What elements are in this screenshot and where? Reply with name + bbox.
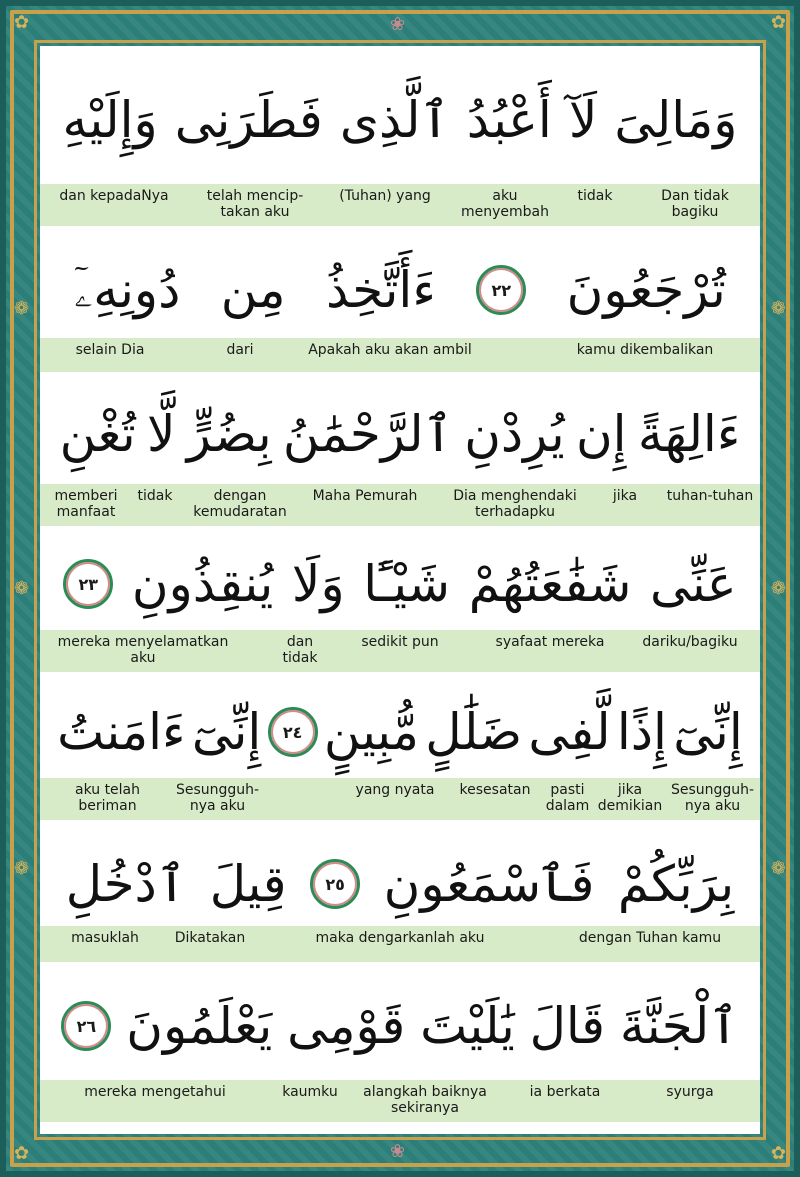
arabic-word: عَنِّى [650,554,737,613]
translation-word: masuklah [71,930,139,946]
translation-word: kesesatan [459,782,531,798]
translation-word: Dan tidak bagiku [661,188,729,220]
arabic-word: أَعْبُدُ [466,90,552,149]
arabic-word: شَفَٰعَتُهُمْ [468,554,632,613]
arabic-word: ٱلرَّحْمَٰنُ [282,404,453,463]
ayah-number-marker: ٢٣ [63,559,113,609]
translation-word: syafaat mereka [495,634,605,650]
translation-word: (Tuhan) yang [339,188,431,204]
translation-word: aku menyembah [461,188,549,220]
arabic-word: إِنِّىٓ [673,702,743,761]
arabic-word: دُونِهِۦٓ [74,260,181,319]
arabic-word: مُّبِينٍ [323,702,419,761]
arabic-word: ءَامَنتُ [57,702,186,761]
arabic-word: ٱدْخُلِ [65,854,187,913]
translation-word: telah mencip- takan aku [206,188,304,220]
arabic-line-7 [40,966,760,1086]
arabic-word: ضَلَٰلٍ [425,702,523,761]
arabic-line-1 [40,60,760,180]
arabic-word: قَوْمِى [287,996,406,1055]
arabic-word: وَمَالِىَ [614,90,738,149]
translation-word: kaumku [282,1084,338,1100]
side-flower-icon: ❁ [14,858,30,879]
arabic-word: بِضُرٍّ [186,404,272,463]
translation-word: pasti dalam [545,782,590,814]
corner-flower-icon: ✿ [14,1143,30,1164]
verse-content [40,46,760,1134]
arabic-line-2 [40,230,760,350]
arabic-word: إِنِّىٓ [191,702,262,761]
arabic-line-4 [40,524,760,644]
arabic-word: يُنقِذُونِ [131,554,274,613]
arabic-word: إِن [575,404,627,463]
translation-word: mereka mengetahui [84,1084,226,1100]
arabic-word: إِذًا [616,702,667,761]
corner-flower-icon: ✿ [770,12,786,33]
side-flower-icon: ❁ [14,578,30,599]
translation-word: dengan kemudaratan [193,488,287,520]
arabic-word: يُرِدْنِ [464,404,565,463]
translation-word: alangkah baiknya sekiranya [363,1084,487,1116]
translation-line-4 [40,630,760,672]
arabic-line-3 [40,374,760,494]
arabic-word: بِرَبِّكُمْ [617,854,735,913]
translation-word: dari [226,342,254,358]
translation-word: Sesungguh- nya aku [670,782,755,814]
translation-word: jika [612,488,638,504]
translation-word: mereka menyelamatkan aku [57,634,229,666]
arabic-word: فَطَرَنِى [174,90,323,149]
arabic-word: لَّفِى [528,702,611,761]
ayah-number-marker: ٢٢ [476,265,526,315]
arabic-word: وَلَا [291,554,345,613]
ayah-number-marker: ٢٦ [61,1001,111,1051]
arabic-word: شَيْـًٔا [363,554,451,613]
corner-flower-icon: ✿ [14,12,30,33]
translation-word: kamu dikembalikan [576,342,714,358]
arabic-word: قَالَ [529,996,606,1055]
arabic-word: لَّا [147,404,176,463]
translation-line-7 [40,1080,760,1122]
translation-word: dan tidak [282,634,318,666]
arabic-word: ٱلْجَنَّةَ [619,996,739,1055]
translation-word: sedikit pun [361,634,439,650]
arabic-word: ءَالِهَةً [637,404,741,463]
ayah-number-marker: ٢٥ [310,859,360,909]
side-flower-icon: ❁ [770,298,786,319]
translation-word: memberi manfaat [54,488,118,520]
arabic-word: ءَأَتَّخِذُ [326,260,436,319]
translation-line-6 [40,926,760,962]
side-flower-icon: ❁ [14,298,30,319]
translation-word: tidak [577,188,613,204]
arabic-word: فَٱسْمَعُونِ [383,854,595,913]
translation-word: tuhan-tuhan [666,488,754,504]
bottom-flower-icon: ❀ [390,1141,406,1162]
translation-line-2 [40,338,760,372]
translation-word: Sesungguh- nya aku [175,782,260,814]
translation-word: Dia menghendaki terhadapku [453,488,577,520]
translation-word: maka dengarkanlah aku [315,930,485,946]
translation-line-1 [40,184,760,226]
arabic-word: تُغْنِ [59,404,136,463]
translation-word: Apakah aku akan ambil [308,342,472,358]
side-flower-icon: ❁ [770,858,786,879]
arabic-line-5 [40,672,760,792]
translation-word: syurga [666,1084,714,1100]
translation-word: dariku/bagiku [642,634,738,650]
translation-line-5 [40,778,760,820]
arabic-word: يَٰلَيْتَ [420,996,515,1055]
arabic-word: تُرْجَعُونَ [566,260,726,319]
arabic-word: مِن [220,260,286,319]
translation-line-3 [40,484,760,526]
translation-word: dan kepadaNya [59,188,169,204]
translation-word: tidak [137,488,173,504]
arabic-word: قِيلَ [209,854,287,913]
top-flower-icon: ❀ [390,14,406,35]
side-flower-icon: ❁ [770,578,786,599]
translation-word: aku telah beriman [74,782,141,814]
arabic-word: وَإِلَيْهِ [62,90,158,149]
arabic-word: ٱلَّذِى [339,90,450,149]
translation-word: ia berkata [529,1084,601,1100]
arabic-word: لَآ [568,90,598,149]
ayah-number-marker: ٢٤ [268,707,318,757]
translation-word: jika demikian [597,782,663,814]
translation-word: dengan Tuhan kamu [578,930,722,946]
translation-word: selain Dia [75,342,145,358]
translation-word: yang nyata [355,782,435,798]
arabic-word: يَعْلَمُونَ [126,996,273,1055]
translation-word: Maha Pemurah [312,488,418,504]
translation-word: Dikatakan [174,930,246,946]
corner-flower-icon: ✿ [770,1143,786,1164]
